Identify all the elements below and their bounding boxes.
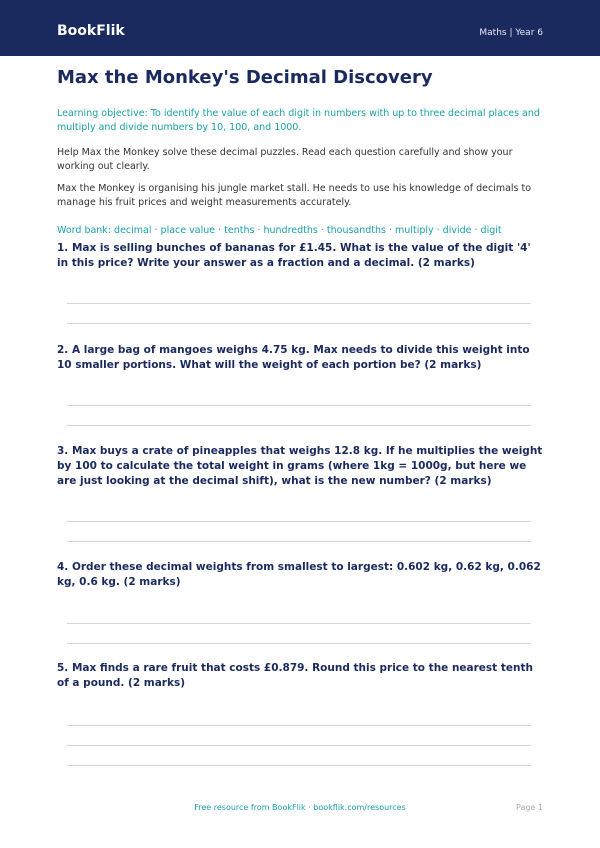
page-header — [0, 0, 600, 56]
question-3 — [57, 444, 543, 489]
answer-line[interactable] — [67, 541, 531, 542]
question-3-text: 3. Max buys a crate of pineapples that weighs 12.8 kg. If he multiplies the weight by 100 to calculate the total weight in grams (where 1kg = 1000g, but here we are just looking at the decimal shift), what is the new number? (2 marks) — [57, 445, 543, 487]
answer-line[interactable] — [67, 303, 531, 304]
question-5-text: 5. Max finds a rare fruit that costs £0.879. Round this price to the nearest tenth of a pound. (2 marks) — [57, 662, 533, 689]
question-2 — [57, 343, 543, 373]
question-1 — [57, 241, 543, 271]
subject-year-label: Maths | Year 6 — [479, 28, 543, 38]
context-text: Max the Monkey is organising his jungle market stall. He needs to use his knowledge of decimals to manage his fruit prices and weight measurements accurately. — [57, 183, 532, 208]
answer-line[interactable] — [67, 725, 531, 726]
instructions-text: Help Max the Monkey solve these decimal puzzles. Read each question carefully and show your working out clearly. — [57, 147, 513, 172]
question-4 — [57, 560, 543, 590]
answer-line[interactable] — [67, 643, 531, 644]
question-5 — [57, 661, 543, 691]
footer-resource-link[interactable]: Free resource from BookFlik · bookflik.com/resources — [194, 803, 406, 812]
answer-line[interactable] — [67, 765, 531, 766]
word-bank: Word bank: decimal · place value · tenths · hundredths · thousandths · multiply · divide · digit — [57, 225, 502, 236]
answer-line[interactable] — [67, 623, 531, 624]
page-number: Page 1 — [516, 803, 543, 812]
page-title: Max the Monkey's Decimal Discovery — [57, 67, 433, 88]
brand-logo: BookFlik — [57, 23, 125, 39]
learning-objective: Learning objective: To identify the value of each digit in numbers with up to three decimal places and multiply and divide numbers by 10, 100, and 1000. — [57, 108, 540, 133]
answer-line[interactable] — [67, 745, 531, 746]
question-4-text: 4. Order these decimal weights from smallest to largest: 0.602 kg, 0.62 kg, 0.062 kg, 0.6 kg. (2 marks) — [57, 561, 541, 588]
question-2-text: 2. A large bag of mangoes weighs 4.75 kg. Max needs to divide this weight into 10 smaller portions. What will the weight of each portion be? (2 marks) — [57, 344, 530, 371]
answer-line[interactable] — [67, 425, 531, 426]
question-1-text: 1. Max is selling bunches of bananas for £1.45. What is the value of the digit '4' in this price? Write your answer as a fraction and a decimal. (2 marks) — [57, 242, 531, 269]
answer-line[interactable] — [67, 521, 531, 522]
worksheet-intro — [57, 67, 543, 238]
answer-line[interactable] — [67, 323, 531, 324]
answer-line[interactable] — [67, 405, 531, 406]
